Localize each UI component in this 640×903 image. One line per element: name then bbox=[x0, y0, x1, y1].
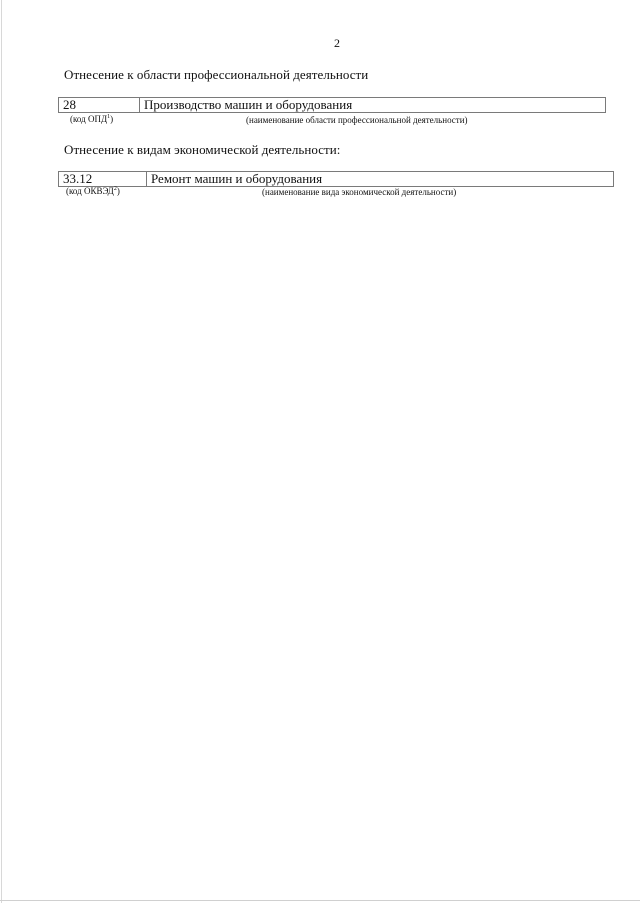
scan-edge-bottom bbox=[0, 900, 640, 901]
okved-code-caption: (код ОКВЭД$^2$) bbox=[66, 186, 120, 196]
okved-name-caption: (наименование вида экономической деятельности) bbox=[262, 187, 457, 197]
opd-code-cell: 28 bbox=[59, 98, 140, 113]
scan-edge-left bbox=[1, 0, 2, 903]
okved-table-row bbox=[59, 172, 614, 187]
okved-code-cell: 33.12 bbox=[59, 172, 147, 187]
page-number: 2 bbox=[334, 36, 340, 50]
opd-code-caption: (код ОПД$^1$) bbox=[70, 114, 114, 124]
okved-section-heading: Отнесение к видам экономической деятельности: bbox=[64, 142, 341, 157]
opd-name-caption: (наименование области профессиональной деятельности) bbox=[246, 115, 468, 125]
opd-name-cell: Производство машин и оборудования bbox=[140, 98, 606, 113]
opd-table bbox=[58, 97, 606, 113]
okved-table bbox=[58, 171, 614, 187]
opd-table-row bbox=[59, 98, 606, 113]
okved-name-cell: Ремонт машин и оборудования bbox=[147, 172, 614, 187]
opd-section-heading: Отнесение к области профессиональной деятельности bbox=[64, 67, 369, 82]
